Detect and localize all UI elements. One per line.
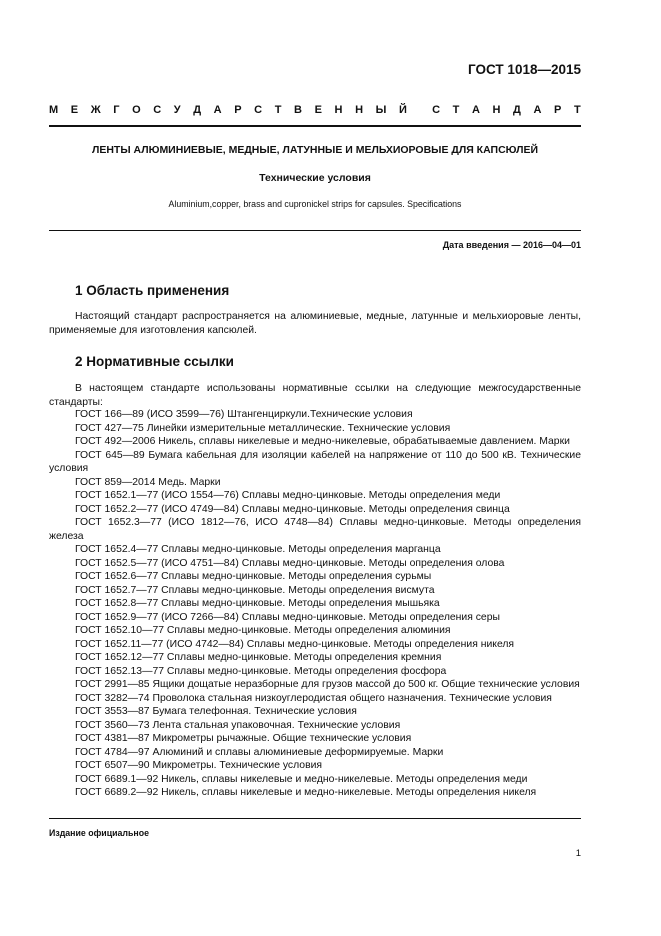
reference-item <box>49 557 581 571</box>
reference-title: Сплавы медно-цинковые. Методы определения кремния <box>166 652 442 663</box>
banner-letter: Т <box>573 104 581 116</box>
reference-code: ГОСТ 1652.2—77 (ИСО 4749—84) <box>75 503 239 515</box>
reference-code: ГОСТ 1652.4—77 <box>75 544 159 555</box>
banner-letter: Р <box>554 104 562 116</box>
reference-item <box>49 435 581 449</box>
section-2-heading: 2 Нормативные ссылки <box>75 354 234 369</box>
reference-title: Медь. Марки <box>158 476 221 488</box>
reference-title: Алюминий и сплавы алюминиевые деформируемые. Марки <box>152 746 444 758</box>
banner-letter: Н <box>492 104 501 116</box>
reference-code: ГОСТ 1652.1—77 (ИСО 1554—76) <box>75 490 239 501</box>
reference-item <box>49 503 581 517</box>
reference-item <box>49 476 581 490</box>
reference-item <box>49 759 581 773</box>
reference-title: Никель, сплавы никелевые и медно-никелевые. Методы определения никеля <box>161 787 537 798</box>
banner-letter: М <box>49 104 59 116</box>
banner-letter: С <box>432 104 441 116</box>
official-edition-label: Издание официальное <box>49 828 149 838</box>
reference-item <box>49 746 581 760</box>
reference-title: Сплавы медно-цинковые. Методы определения мышьяка <box>161 598 440 609</box>
banner-letter: Е <box>70 104 79 116</box>
reference-code: ГОСТ 1652.11—77 (ИСО 4742—84) <box>75 638 244 650</box>
reference-item <box>49 597 581 611</box>
banner-letter: С <box>153 104 162 116</box>
banner-letter: В <box>294 104 302 116</box>
banner-letter: А <box>471 104 480 116</box>
banner-letter: А <box>213 104 222 116</box>
reference-code: ГОСТ 3282—74 <box>75 692 150 704</box>
reference-code: ГОСТ 492—2006 <box>75 436 156 447</box>
banner-letter: Ж <box>90 104 101 116</box>
reference-code: ГОСТ 1652.13—77 <box>75 665 165 677</box>
banner-letter: Р <box>234 104 242 116</box>
banner-letter: Г <box>113 104 120 116</box>
reference-code: ГОСТ 1652.6—77 <box>75 571 159 582</box>
section-2-intro: В настоящем стандарте использованы нормативные ссылки на следующие межгосударственные стандарты: <box>49 383 581 408</box>
document-subtitle: Технические условия <box>259 172 371 184</box>
banner-letter: Т <box>452 104 460 116</box>
reference-item <box>49 570 581 584</box>
reference-item <box>49 422 581 436</box>
reference-title: Сплавы медно-цинковые. Методы определения серы <box>241 611 500 623</box>
reference-title: Сплавы медно-цинковые. Методы определения марганца <box>161 544 441 555</box>
banner-letter: Е <box>314 104 322 116</box>
header-rule <box>49 125 581 127</box>
reference-code: ГОСТ 859—2014 <box>75 476 156 488</box>
reference-item <box>49 624 581 638</box>
reference-code: ГОСТ 4381—87 <box>75 733 150 744</box>
section-1-text: Настоящий стандарт распространяется на алюминиевые, медные, латунные и мельхиоровые ленты, применяемые для изготовления капсюлей. <box>49 311 581 336</box>
reference-title: Лента стальная упаковочная. Технические условия <box>152 719 401 731</box>
reference-code: ГОСТ 427—75 <box>75 422 144 434</box>
reference-item <box>49 543 581 557</box>
banner-letter: Ы <box>375 104 387 116</box>
reference-title: Сплавы медно-цинковые. Методы определения алюминия <box>166 625 451 636</box>
reference-item <box>49 732 581 746</box>
reference-item <box>49 516 581 543</box>
footer-rule <box>49 818 581 819</box>
reference-title: Сплавы медно-цинковые. Методы определения олова <box>241 557 505 569</box>
reference-item <box>49 408 581 422</box>
reference-item <box>49 489 581 503</box>
reference-code: ГОСТ 4784—97 <box>75 746 150 758</box>
reference-item <box>49 665 581 679</box>
reference-code: ГОСТ 6689.1—92 <box>75 773 159 785</box>
reference-code: ГОСТ 6507—90 <box>75 760 150 771</box>
reference-code: ГОСТ 1652.10—77 <box>75 625 165 636</box>
reference-title: Сплавы медно-цинковые. Методы определения железа <box>49 517 581 542</box>
reference-item <box>49 719 581 733</box>
reference-item <box>49 786 581 800</box>
reference-title: Штангенциркули.Технические условия <box>227 409 413 420</box>
reference-code: ГОСТ 3560—73 <box>75 719 150 731</box>
reference-title: Сплавы медно-цинковые. Методы определения никеля <box>246 638 515 650</box>
reference-title: Проволока стальная низкоуглеродистая общего назначения. Технические условия <box>152 692 552 704</box>
reference-title: Сплавы медно-цинковые. Методы определения сурьмы <box>161 571 432 582</box>
reference-item <box>49 692 581 706</box>
reference-title: Сплавы медно-цинковые. Методы определения свинца <box>241 503 510 515</box>
banner-letter: У <box>173 104 181 116</box>
banner-letter: Й <box>398 104 407 116</box>
banner-letter: Д <box>513 104 521 116</box>
reference-title: Никель, сплавы никелевые и медно-никелевые. Методы определения меди <box>161 773 528 785</box>
reference-item <box>49 638 581 652</box>
normative-references-list <box>49 408 581 800</box>
english-title: Aluminium,copper, brass and cupronickel strips for capsules. Specifications <box>168 199 462 209</box>
title-rule <box>49 230 581 231</box>
reference-title: Микрометры рычажные. Общие технические условия <box>152 733 412 744</box>
section-1-heading: 1 Область применения <box>75 283 230 298</box>
reference-item <box>49 449 581 476</box>
reference-code: ГОСТ 2991—85 <box>75 679 150 690</box>
banner-letter: О <box>132 104 141 116</box>
document-title: ЛЕНТЫ АЛЮМИНИЕВЫЕ, МЕДНЫЕ, ЛАТУННЫЕ И МЕЛЬХИОРОВЫЕ ДЛЯ КАПСЮЛЕЙ <box>91 144 539 156</box>
reference-title: Бумага телефонная. Технические условия <box>152 706 357 717</box>
reference-item <box>49 705 581 719</box>
reference-title: Бумага кабельная для изоляции кабелей на напряжение от 110 до 500 кВ. Технические условия <box>49 449 581 474</box>
banner-letter: Н <box>334 104 343 116</box>
banner-letter: Д <box>193 104 202 116</box>
reference-code: ГОСТ 3553—87 <box>75 706 150 717</box>
introduction-date: Дата введения — 2016—04—01 <box>442 240 581 250</box>
reference-code: ГОСТ 6689.2—92 <box>75 787 159 798</box>
reference-code: ГОСТ 1652.8—77 <box>75 598 159 609</box>
reference-code: ГОСТ 166—89 (ИСО 3599—76) <box>75 409 225 420</box>
reference-code: ГОСТ 1652.9—77 (ИСО 7266—84) <box>75 611 239 623</box>
standard-code: ГОСТ 1018—2015 <box>468 62 581 77</box>
reference-code: ГОСТ 1652.12—77 <box>75 652 165 663</box>
banner-letter: А <box>533 104 542 116</box>
reference-title: Сплавы медно-цинковые. Методы определения висмута <box>161 584 435 596</box>
reference-title: Никель, сплавы никелевые и медно-никелевые, обрабатываемые давлением. Марки <box>158 436 570 447</box>
reference-item <box>49 584 581 598</box>
page-number: 1 <box>575 848 581 859</box>
banner-letter: Т <box>274 104 282 116</box>
reference-item <box>49 611 581 625</box>
reference-code: ГОСТ 1652.7—77 <box>75 584 159 596</box>
interstate-standard-banner <box>49 104 581 116</box>
reference-item <box>49 651 581 665</box>
banner-letter: Н <box>355 104 364 116</box>
reference-item <box>49 773 581 787</box>
reference-code: ГОСТ 645—89 <box>75 449 145 461</box>
reference-code: ГОСТ 1652.3—77 (ИСО 1812—76, ИСО 4748—84) <box>75 517 333 528</box>
reference-title: Сплавы медно-цинковые. Методы определения фосфора <box>166 665 447 677</box>
reference-title: Линейки измерительные металлические. Технические условия <box>146 422 451 434</box>
reference-item <box>49 678 581 692</box>
banner-letter: С <box>254 104 263 116</box>
reference-code: ГОСТ 1652.5—77 (ИСО 4751—84) <box>75 557 239 569</box>
reference-title: Сплавы медно-цинковые. Методы определения меди <box>241 490 501 501</box>
reference-title: Ящики дощатые неразборные для грузов массой до 500 кг. Общие технические условия <box>152 679 580 690</box>
reference-title: Микрометры. Технические условия <box>152 760 323 771</box>
